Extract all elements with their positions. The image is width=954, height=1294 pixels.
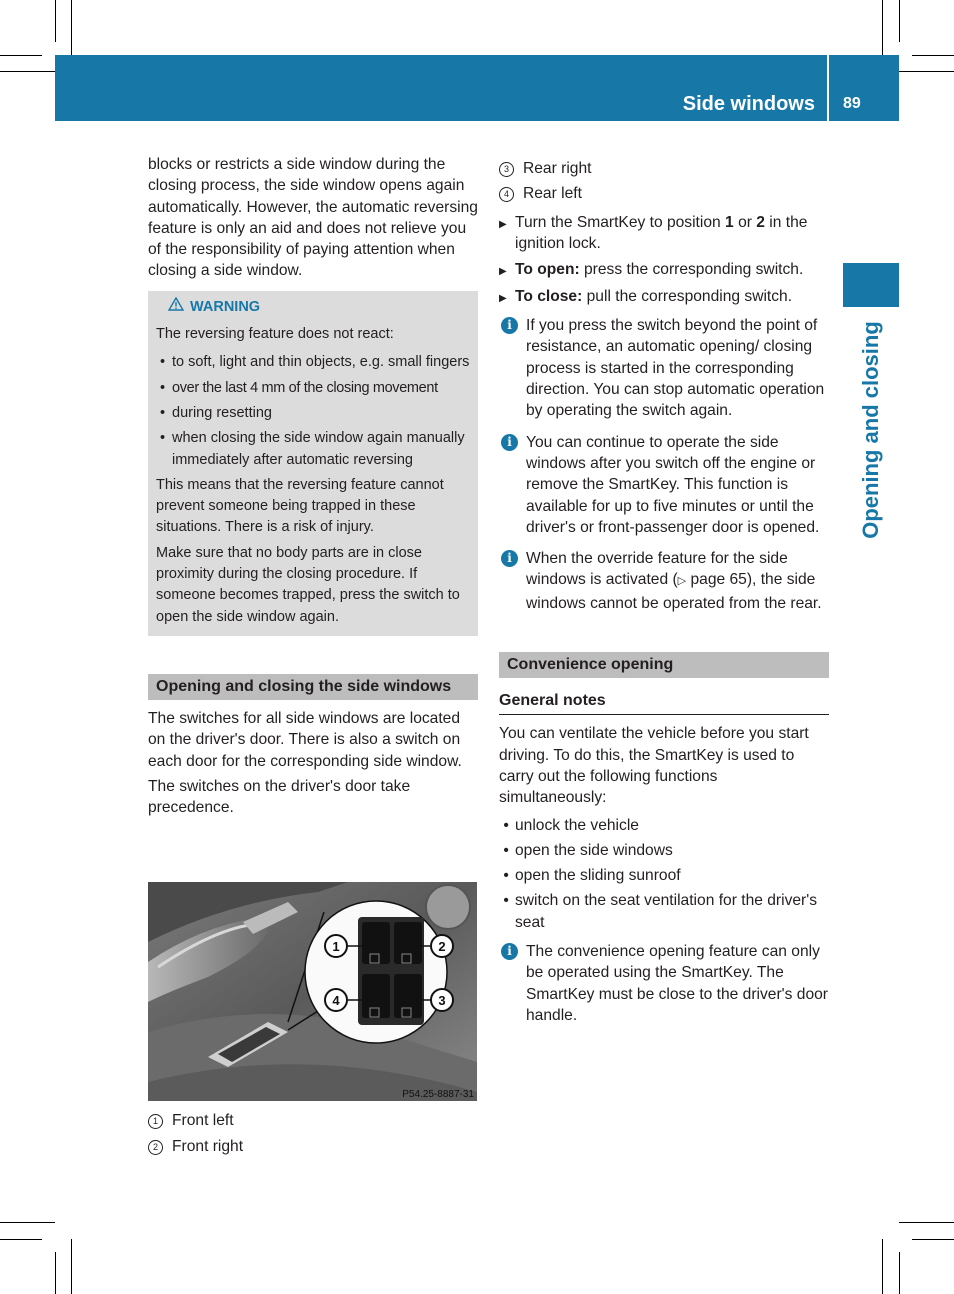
warning-lead: The reversing feature does not react: [156,326,394,343]
info-text: When the override feature for the side windows is activated (▷ page 65), the side windows cannot be operated from the rear. [526,550,822,612]
warning-paragraph: Make sure that no body parts are in close proximity during the closing procedure. If someone becomes trapped, press the switch to open the side window again. [156,544,460,625]
crop-mark [882,1239,883,1294]
warning-heading [156,297,470,318]
section-heading: Convenience opening [499,652,829,678]
page-number: 89 [843,95,861,112]
info-icon: i [501,434,518,451]
info-note [499,941,829,1026]
list-item: • open the side windows [499,841,673,859]
warning-box [148,291,478,636]
step-text: Turn the SmartKey to position 1 or 2 in the ignition lock. [515,214,808,253]
info-text: If you press the switch beyond the point of resistance, an automatic opening/ closing process is started in the corresponding direction. You can stop automatic operation by operating the switch again. [526,317,825,420]
header-divider [827,55,829,121]
callout-1 [325,935,347,957]
step-text: To open: press the corresponding switch. [515,260,804,278]
warning-bullet: • over the last 4 mm of the closing movement [156,378,470,399]
door-switch-figure [148,882,477,1101]
info-icon: i [501,943,518,960]
legend-item [148,1134,478,1160]
crop-mark [882,0,883,55]
body-paragraph: The switches on the driver's door take precedence. [148,777,411,817]
crop-mark [912,1239,954,1240]
legend-number: 3 [499,162,514,177]
crop-mark [912,55,954,56]
arrow-right-icon: ▶ [499,265,507,277]
door-panel-image [148,882,477,1101]
warning-bullet: • to soft, light and thin objects, e.g. small fingers [156,352,470,373]
chapter-label: Opening and closing [858,321,883,539]
bullet-text: when closing the side window again manually immediately after automatic reversing [172,430,465,468]
list-item: • unlock the vehicle [499,816,639,834]
info-text: You can continue to operate the side windows after you switch off the engine or remove the SmartKey. This function is available for up to five minutes or until the driver's or front-passenger door is opened. [526,433,820,536]
info-icon: i [501,550,518,567]
info-note [499,432,829,538]
legend-text: Front right [172,1138,244,1155]
bullet-text: to soft, light and thin objects, e.g. small fingers [172,354,470,371]
legend-text: Rear right [523,160,592,177]
warning-bullet: • during resetting [156,403,470,424]
legend-item [499,181,829,206]
legend-text: Front left [172,1112,234,1129]
callout-3 [431,989,453,1011]
warning-paragraph: This means that the reversing feature cannot prevent someone being trapped in these situations. There is a risk of injury. [156,476,444,536]
section-heading: Opening and closing the side windows [148,674,478,700]
legend-number: 2 [148,1140,163,1155]
legend-item [499,156,829,181]
crop-mark [899,71,954,72]
legend-number: 4 [499,187,514,202]
left-column [148,154,478,818]
crop-mark [0,55,42,56]
figure-code: P54.25-8887-31 [402,1089,474,1100]
page-header [55,55,899,121]
figure-legend [148,1108,478,1160]
body-paragraph: The switches for all side windows are located on the driver's door. There is also a switch on each door for the corresponding side window. [148,709,462,770]
body-paragraph: You can ventilate the vehicle before you start driving. To do this, the SmartKey is used to carry out the following functions simultaneously: [499,725,809,807]
legend-text: Rear left [523,185,582,202]
right-column [499,156,829,1026]
crop-mark [55,1252,56,1294]
instruction-step [499,286,829,309]
crop-mark [71,1239,72,1294]
crop-mark [899,1222,954,1223]
arrow-right-icon: ▶ [499,292,507,304]
svg-text:3: 3 [438,993,446,1008]
page-title: Side windows [682,93,815,115]
crop-mark [0,71,55,72]
legend-item [148,1108,478,1134]
legend-number: 1 [148,1114,163,1129]
instruction-step [499,259,829,282]
warning-title: WARNING [190,298,261,315]
sub-heading: General notes [499,690,829,715]
info-note [499,548,829,614]
info-note [499,315,829,421]
info-icon: i [501,317,518,334]
chapter-tab [843,263,899,307]
crop-mark [899,1252,900,1294]
callout-2 [431,935,453,957]
crop-mark [0,1222,55,1223]
info-text: The convenience opening feature can only be operated using the SmartKey. The SmartKey must be close to the driver's door handle. [526,943,828,1024]
list-item: • switch on the seat ventilation for the driver's seat [499,892,818,931]
svg-text:4: 4 [332,993,340,1008]
arrow-right-icon: ▶ [499,219,507,230]
warning-triangle-icon [168,297,184,318]
crop-mark [55,0,56,42]
bullet-text: over the last 4 mm of the closing movement [172,379,438,396]
step-text: To close: pull the corresponding switch. [515,287,793,305]
warning-bullet: • when closing the side window again manually immediately after automatic reversing [156,428,470,471]
bullet-text: during resetting [172,404,272,421]
crop-mark [899,0,900,42]
intro-paragraph: blocks or restricts a side window during the closing process, the side window opens again automatically. However, the automatic reversing feature is only an aid and does not relieve you of the responsibility of paying attention when closing a side window. [148,156,478,280]
crop-mark [71,0,72,55]
crop-mark [0,1239,42,1240]
instruction-step [499,212,829,255]
svg-text:2: 2 [438,939,446,954]
svg-text:1: 1 [332,939,340,954]
list-item: • open the sliding sunroof [499,867,681,885]
callout-4 [325,989,347,1011]
